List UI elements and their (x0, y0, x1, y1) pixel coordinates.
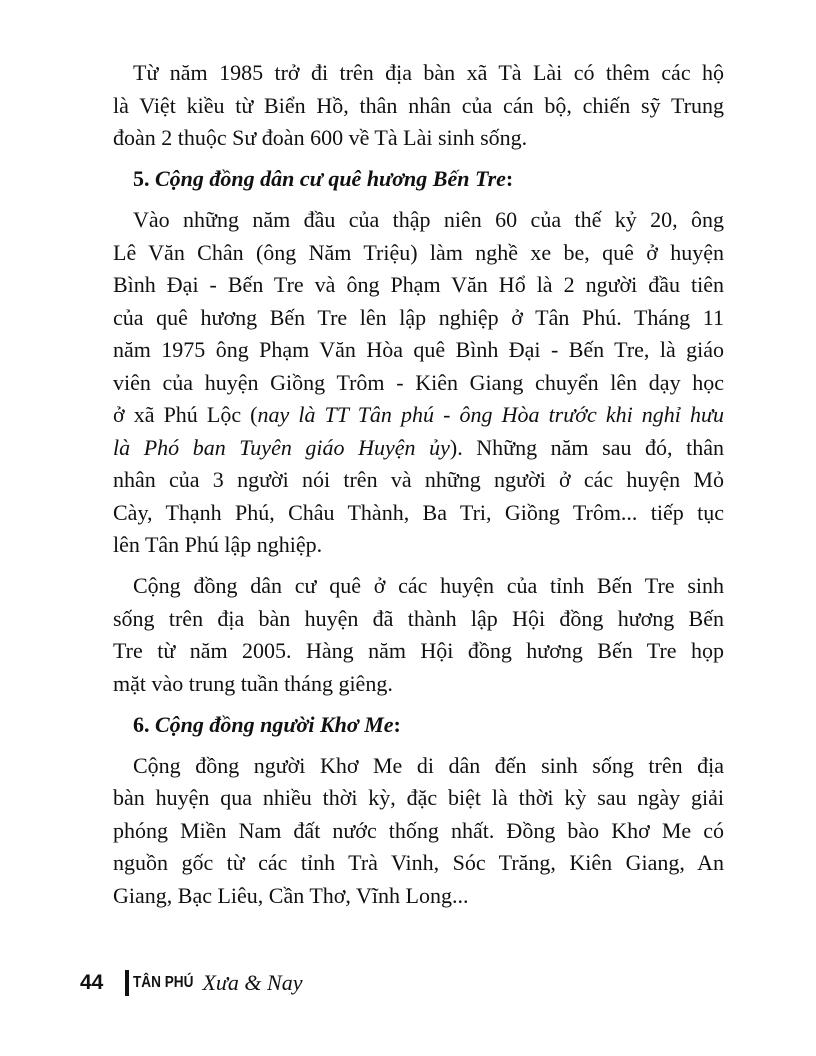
text-segment: năm 1975 ông Phạm Văn Hòa quê Bình Đại - Bến Tre, là giáo (113, 337, 724, 362)
book-title-subtitle: Xưa & Nay (202, 970, 303, 995)
text-line (113, 782, 724, 815)
text-segment: lên Tân Phú lập nghiệp. (113, 532, 323, 557)
text-segment: Cộng đồng người Khơ Me di dân đến sinh sống trên địa (133, 752, 724, 778)
text-line (113, 367, 724, 400)
text-segment: của quê hương Bến Tre lên lập nghiệp ở Tân Phú. Tháng 11 (113, 304, 724, 330)
paragraph (113, 750, 724, 913)
text-line (113, 668, 724, 701)
paragraph (113, 204, 724, 562)
section-colon: : (393, 711, 401, 737)
text-line (113, 90, 724, 123)
text-segment: Giang, Bạc Liêu, Cần Thơ, Vĩnh Long... (113, 882, 469, 908)
text-line (113, 399, 724, 432)
text-segment: viên của huyện Giồng Trôm - Kiên Giang chuyển lên dạy học (113, 369, 724, 395)
text-segment: Lê Văn Chân (ông Năm Triệu) làm nghề xe be, quê ở huyện (113, 239, 724, 265)
text-line (113, 880, 724, 913)
page-number: 44 (80, 971, 104, 994)
section-heading (113, 163, 724, 196)
text-line (113, 497, 724, 530)
footer-divider-bar (125, 970, 129, 996)
section-number: 5. (133, 166, 150, 191)
page-footer (80, 968, 302, 998)
text-segment: Cộng đồng dân cư quê ở các huyện của tỉnh Bến Tre sinh (133, 573, 724, 598)
text-line (113, 815, 724, 848)
section-heading (113, 709, 724, 742)
text-line (113, 750, 724, 783)
text-segment: Tre từ năm 2005. Hàng năm Hội đồng hương Bến Tre họp (113, 638, 724, 663)
text-line (113, 237, 724, 270)
text-line (113, 122, 724, 155)
text-line (113, 635, 724, 668)
text-line (113, 847, 724, 880)
text-line (113, 334, 724, 367)
text-line (113, 529, 724, 562)
text-segment: bàn huyện qua nhiều thời kỳ, đặc biệt là thời kỳ sau ngày giải (113, 785, 724, 810)
text-line (113, 464, 724, 497)
text-segment: phóng Miền Nam đất nước thống nhất. Đồng bào Khơ Me có (113, 817, 724, 843)
text-segment: Từ năm 1985 trở đi trên địa bàn xã Tà Lài có thêm các hộ (133, 60, 724, 85)
text-segment: sống trên địa bàn huyện đã thành lập Hội đồng hương Bến (113, 605, 724, 631)
text-line (113, 603, 724, 636)
text-segment: Cày, Thạnh Phú, Châu Thành, Ba Tri, Giồng Trôm... tiếp tục (113, 499, 724, 525)
section-title: Cộng đồng người Khơ Me (155, 711, 394, 737)
page-body (113, 57, 724, 921)
book-title-main: TÂN PHÚ (133, 974, 194, 991)
text-line (113, 57, 724, 90)
text-segment: ). Những năm sau đó, thân (449, 434, 724, 460)
italic-text: là Phó ban Tuyên giáo Huyện ủy (113, 434, 450, 460)
paragraph (113, 570, 724, 700)
text-segment: ở xã Phú Lộc ( (113, 402, 258, 427)
section-colon: : (505, 166, 514, 191)
text-line (113, 432, 724, 465)
text-segment: mặt vào trung tuần tháng giêng. (113, 670, 393, 696)
text-line (113, 269, 724, 302)
text-line (113, 570, 724, 603)
text-line (113, 302, 724, 335)
italic-text: nay là TT Tân phú - ông Hòa trước khi nghỉ hưu (257, 402, 724, 427)
section-title: Cộng đồng dân cư quê hương Bến Tre (155, 166, 506, 191)
text-segment: nhân của 3 người nói trên và những người ở các huyện Mỏ (113, 467, 724, 492)
text-line (113, 204, 724, 237)
text-segment: là Việt kiều từ Biển Hồ, thân nhân của cán bộ, chiến sỹ Trung (113, 92, 724, 118)
text-segment: đoàn 2 thuộc Sư đoàn 600 về Tà Lài sinh sống. (113, 125, 528, 150)
text-segment: Bình Đại - Bến Tre và ông Phạm Văn Hổ là 2 người đầu tiên (113, 272, 724, 297)
section-number: 6. (133, 711, 150, 737)
text-segment: Vào những năm đầu của thập niên 60 của thế kỷ 20, ông (133, 207, 724, 232)
text-segment: nguồn gốc từ các tỉnh Trà Vinh, Sóc Trăng, Kiên Giang, An (113, 850, 724, 875)
paragraph (113, 57, 724, 155)
